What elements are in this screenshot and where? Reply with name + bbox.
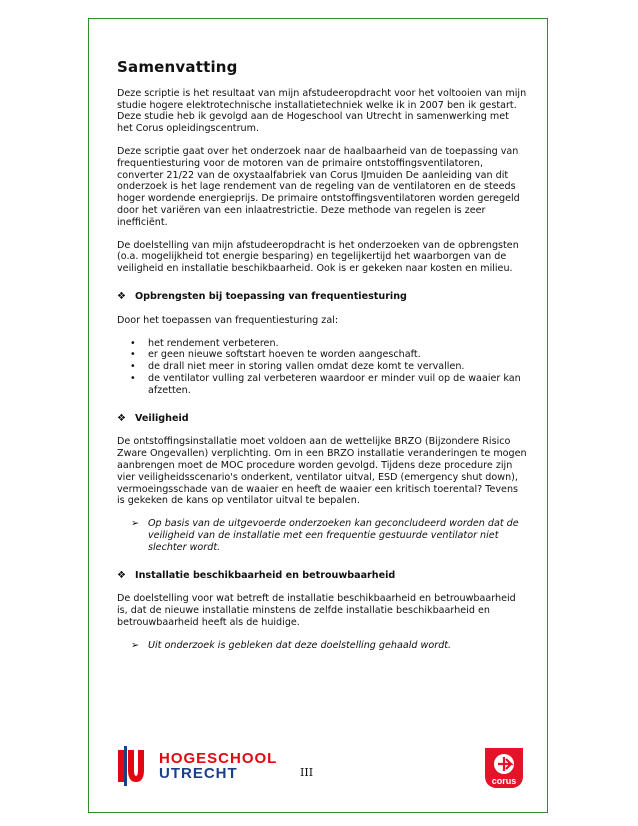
conclusion-text: Op basis van de uitgevoerde onderzoeken kan geconcludeerd worden dat de veiligheid van de installatie met een frequentie gestuurde ventilator niet slechter wordt. [148, 518, 519, 553]
hu-mark-icon [117, 746, 151, 786]
page-number: III [300, 766, 314, 779]
section-heading-label: Veiligheid [135, 412, 189, 424]
list-item: • de drall niet meer in storing vallen omdat deze komt te vervallen. [117, 361, 527, 373]
page-title: Samenvatting [117, 58, 238, 76]
diamond-bullet-icon: ❖ [117, 290, 126, 302]
section-heading-label: Installatie beschikbaarheid en betrouwbaarheid [135, 569, 396, 581]
section-heading-opbrengsten [117, 291, 527, 303]
arrow-bullet-icon: ➢ [131, 518, 140, 530]
diamond-bullet-icon: ❖ [117, 569, 126, 581]
intro-paragraph-2: Deze scriptie gaat over het onderzoek naar de haalbaarheid van de toepassing van frequentiesturing voor de motoren van de primaire ontstoffingsventilatoren, converter 21/22 van de oxystaalfabriek van Corus IJmuiden De aanleiding van dit onderzoek is het lage rendement van de regeling van de ventilatoren en de steeds hoger wordende energieprijs. De primaire ontstoffingsventilatoren worden geregeld door het variëren van een inlaatrestrictie. Deze methode van regelen is zeer inefficiënt. [117, 145, 520, 228]
hu-wordmark [159, 751, 277, 781]
section3-text: De doelstelling voor wat betreft de installatie beschikbaarheid en betrouwbaarheid is, dat de nieuwe installatie minstens de zelfde installatie beschikbaarheid en betrouwbaarheid heeft als de huidige. [117, 593, 516, 628]
section-heading-label: Opbrengsten bij toepassing van frequentiesturing [135, 290, 407, 302]
section-heading-beschikbaarheid [117, 570, 527, 582]
list-item: • er geen nieuwe softstart hoeven te worden aangeschaft. [117, 349, 527, 361]
conclusion-beschikbaarheid [117, 640, 527, 652]
list-item: • het rendement verbeteren. [117, 338, 527, 350]
intro-paragraph-3: De doelstelling van mijn afstudeeropdracht is het onderzoeken van de opbrengsten (o.a. mogelijkheid tot energie besparing) en tegelijkertijd het waarborgen van de veiligheid en installatie beschikbaarheid. Ook is er gekeken naar kosten en milieu. [117, 239, 519, 275]
intro-paragraph-1: Deze scriptie is het resultaat van mijn afstudeeropdracht voor het voltooien van mijn studie hogere elektrotechnische installatietechniek welke ik in 2007 ben ik gestart. Deze studie heb ik gevolgd aan de Hogeschool van Utrecht in samenwerking met het Corus opleidingscentrum. [117, 87, 527, 135]
list-item: • de ventilator vulling zal verbeteren waardoor er minder vuil op de waaier kan afzetten. [117, 373, 527, 397]
diamond-bullet-icon: ❖ [117, 412, 126, 424]
arrow-bullet-icon: ➢ [131, 639, 140, 651]
hogeschool-utrecht-logo [117, 746, 277, 786]
conclusion-veiligheid [117, 518, 527, 553]
section1-text: Door het toepassen van frequentiesturing zal: [117, 314, 339, 326]
conclusion-text: Uit onderzoek is gebleken dat deze doelstelling gehaald wordt. [148, 639, 452, 651]
hu-line-1: HOGESCHOOL [159, 750, 278, 767]
hu-line-2: UTRECHT [159, 765, 238, 782]
document-body [117, 58, 527, 662]
corus-wordmark: corus [491, 776, 517, 786]
section2-text: De ontstoffingsinstallatie moet voldoen aan de wettelijke BRZO (Bijzondere Risico Zware Ongevallen) verplichting. Om in een BRZO installatie veranderingen te mogen aanbrengen moet de MOC procedure worden gevolgd. Tijdens deze procedure zijn vier veiligheidsscenario's onderkent, ventilator uitval, ESD (emergency shut down), vermoeingsschade van de waaier en heeft de waaier een kritisch toerental? Tevens is gekeken de kans op ventilator uitval te bepalen. [117, 436, 527, 507]
page-footer [0, 740, 638, 790]
bullet-list [117, 338, 527, 397]
corus-logo-icon [481, 746, 527, 790]
section-heading-veiligheid [117, 413, 527, 425]
